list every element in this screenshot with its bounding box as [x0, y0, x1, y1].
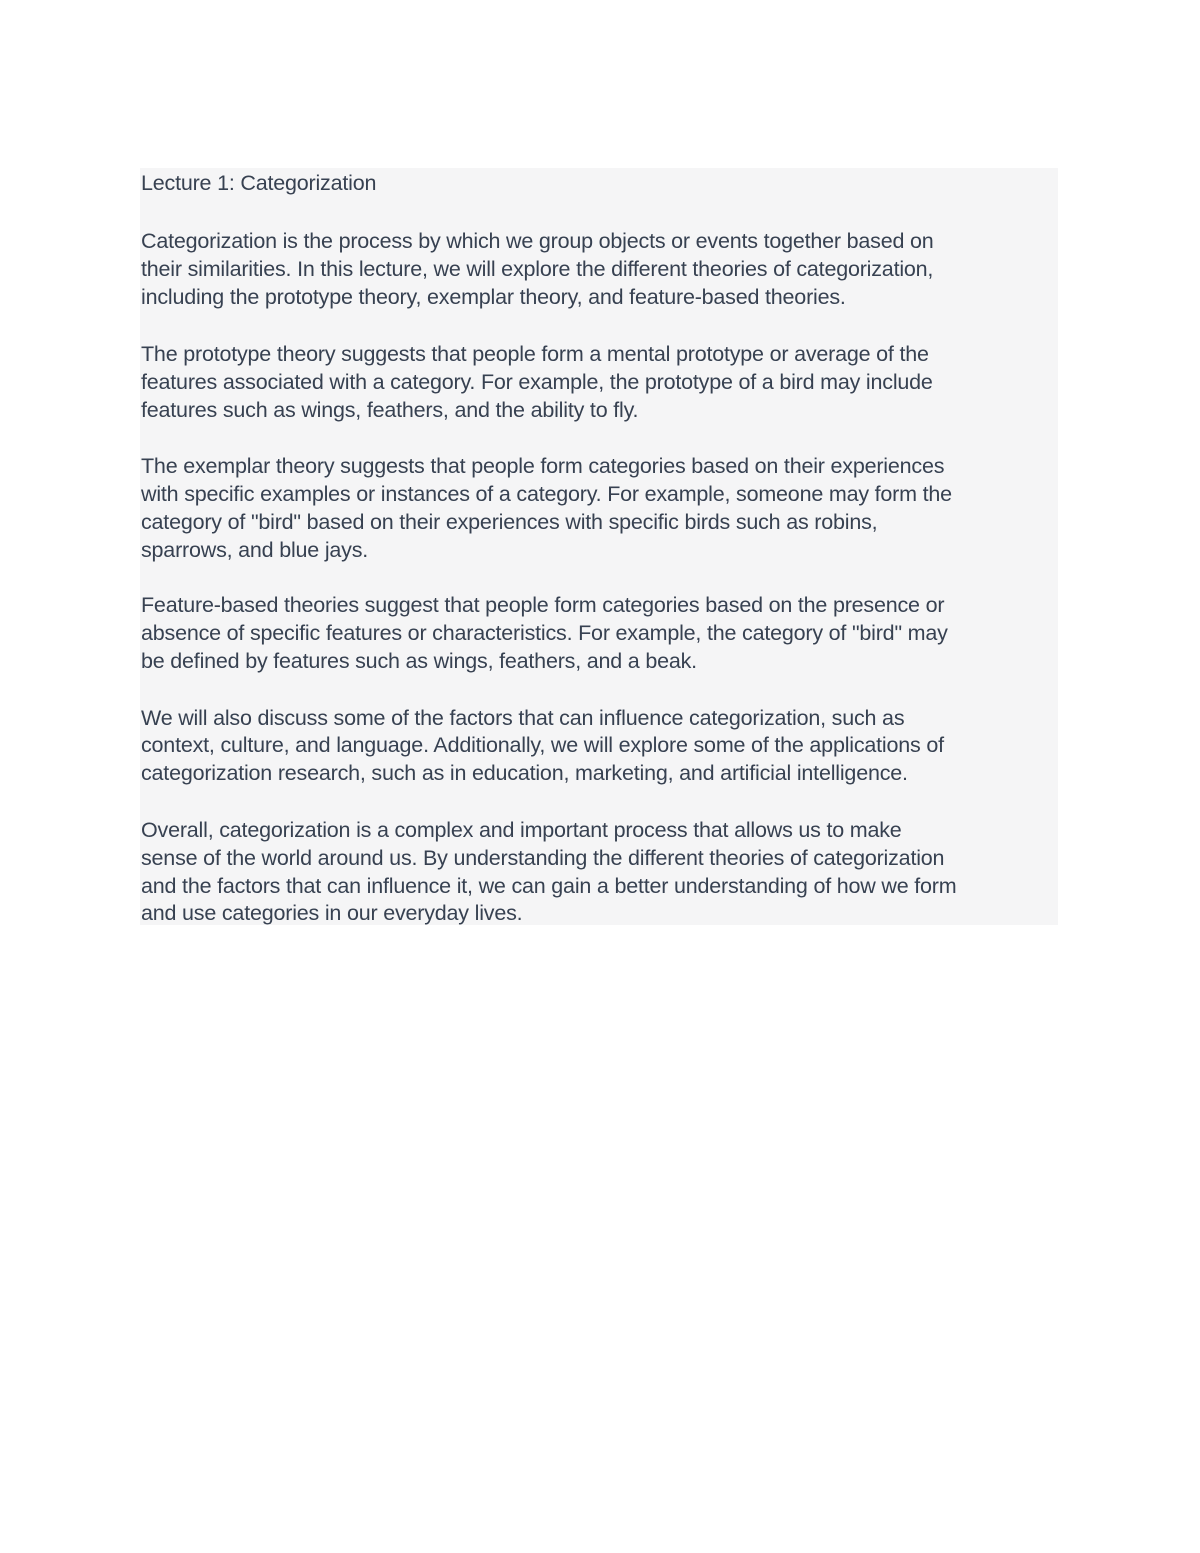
paragraph-3-line-3: category of "bird" based on their experiences with specific birds such as robins, [141, 510, 878, 534]
paragraph-2-line-3: features such as wings, feathers, and the ability to fly. [141, 398, 639, 422]
paragraph-1-line-2: their similarities. In this lecture, we will explore the different theories of categorization, [141, 257, 934, 281]
paragraph-4-line-2: absence of specific features or characteristics. For example, the category of "bird" may [141, 621, 948, 645]
document-title: Lecture 1: Categorization [141, 171, 377, 195]
paragraph-3-line-2: with specific examples or instances of a category. For example, someone may form the [141, 482, 952, 506]
paragraph-1-line-3: including the prototype theory, exemplar theory, and feature-based theories. [141, 285, 846, 309]
paragraph-6-line-1: Overall, categorization is a complex and important process that allows us to make [141, 818, 902, 842]
paragraph-3-line-4: sparrows, and blue jays. [141, 538, 369, 562]
paragraph-6-line-3: and the factors that can influence it, we can gain a better understanding of how we form [141, 874, 957, 898]
paragraph-4-line-1: Feature-based theories suggest that people form categories based on the presence or [141, 593, 945, 617]
paragraph-5-line-1: We will also discuss some of the factors that can influence categorization, such as [141, 706, 905, 730]
paragraph-5-line-3: categorization research, such as in education, marketing, and artificial intelligence. [141, 761, 908, 785]
lecture-text-block [140, 168, 1058, 925]
paragraph-6-line-4: and use categories in our everyday lives. [141, 901, 523, 925]
paragraph-4-line-3: be defined by features such as wings, feathers, and a beak. [141, 649, 697, 673]
paragraph-3-line-1: The exemplar theory suggests that people form categories based on their experiences [141, 454, 945, 478]
paragraph-2-line-1: The prototype theory suggests that people form a mental prototype or average of the [141, 342, 929, 366]
paragraph-6-line-2: sense of the world around us. By understanding the different theories of categorization [141, 846, 945, 870]
paragraph-5-line-2: context, culture, and language. Additionally, we will explore some of the applications of [141, 733, 944, 757]
paragraph-1-line-1: Categorization is the process by which we group objects or events together based on [141, 229, 934, 253]
paragraph-2-line-2: features associated with a category. For example, the prototype of a bird may include [141, 370, 933, 394]
